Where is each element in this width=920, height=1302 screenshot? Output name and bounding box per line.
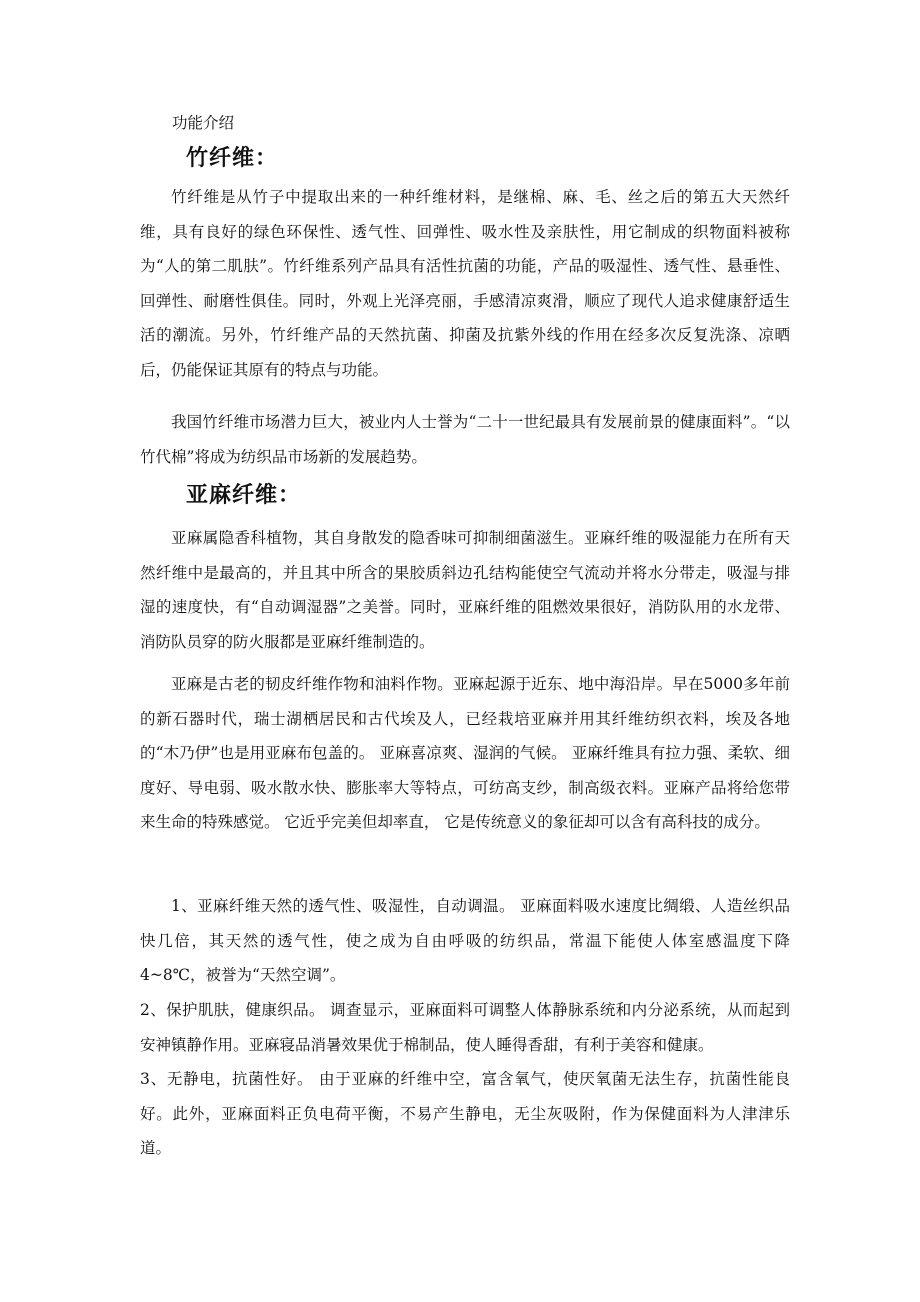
list-item-breathable: 1、亚麻纤维天然的透气性、吸湿性，自动调温。 亚麻面料吸水速度比绸缎、人造丝织品快几倍，其天然的透气性，使之成为自由呼吸的纺织品，常温下能使人体室感温度下降4~8℃，被誉为“天然空调”。	[140, 897, 790, 985]
list-item-antistatic: 3、无静电，抗菌性好。 由于亚麻的纤维中空，富含氧气，使厌氧菌无法生存，抗菌性能良好。此外，亚麻面料正负电荷平衡，不易产生静电，无尘灰吸附，作为保健面料为人津津乐道。	[140, 1070, 790, 1158]
paragraph-linen-intro: 亚麻属隐香科植物，其自身散发的隐香味可抑制细菌滋生。亚麻纤维的吸湿能力在所有天然纤维中是最高的，并且其中所含的果胶质斜边孔结构能使空气流动并将水分带走，吸湿与排湿的速度快，有“自动调湿器”之美誉。同时，亚麻纤维的阻燃效果很好，消防队用的水龙带、消防队员穿的防火服都是亚麻纤维制造的。	[140, 529, 790, 651]
paragraph-linen-history: 亚麻是古老的韧皮纤维作物和油料作物。亚麻起源于近东、地中海沿岸。早在5000多年前的新石器时代，瑞士湖栖居民和古代埃及人，已经栽培亚麻并用其纤维纺织衣料，埃及各地的“木乃伊”也是用亚麻布包盖的。 亚麻喜凉爽、湿润的气候。 亚麻纤维具有拉力强、柔软、细度好、导电弱、吸水散水快、膨胀率大等特点，可纺高支纱，制高级衣料。亚麻产品将给您带来生命的特殊感觉。 它近乎完美但却率直， 它是传统意义的象征却可以含有高科技的成分。	[140, 675, 790, 832]
heading-linen-fiber: 亚麻纤维：	[186, 483, 302, 508]
paragraph-bamboo-market: 我国竹纤维市场潜力巨大，被业内人士誉为“二十一世纪最具有发展前景的健康面料”。“以竹代棉”将成为纺织品市场新的发展趋势。	[140, 413, 790, 466]
paragraph-bamboo-intro: 竹纤维是从竹子中提取出来的一种纤维材料，是继棉、麻、毛、丝之后的第五大天然纤维，具有良好的绿色环保性、透气性、回弹性、吸水性及亲肤性，用它制成的织物面料被称为“人的第二肌肤”。竹纤维系列产品具有活性抗菌的功能，产品的吸湿性、透气性、悬垂性、回弹性、耐磨性俱佳。同时，外观上光泽亮丽，手感清凉爽滑，顺应了现代人追求健康舒适生活的潮流。另外，竹纤维产品的天然抗菌、抑菌及抗紫外线的作用在经多次反复洗涤、凉晒后，仍能保证其原有的特点与功能。	[140, 188, 790, 379]
heading-bamboo-fiber: 竹纤维：	[186, 146, 279, 171]
section-label: 功能介绍	[172, 114, 235, 132]
list-item-skin-care: 2、保护肌肤，健康织品。 调查显示，亚麻面料可调整人体静脉系统和内分泌系统，从而起到安神镇静作用。亚麻寝品消暑效果优于棉制品，使人睡得香甜，有利于美容和健康。	[140, 1001, 790, 1054]
